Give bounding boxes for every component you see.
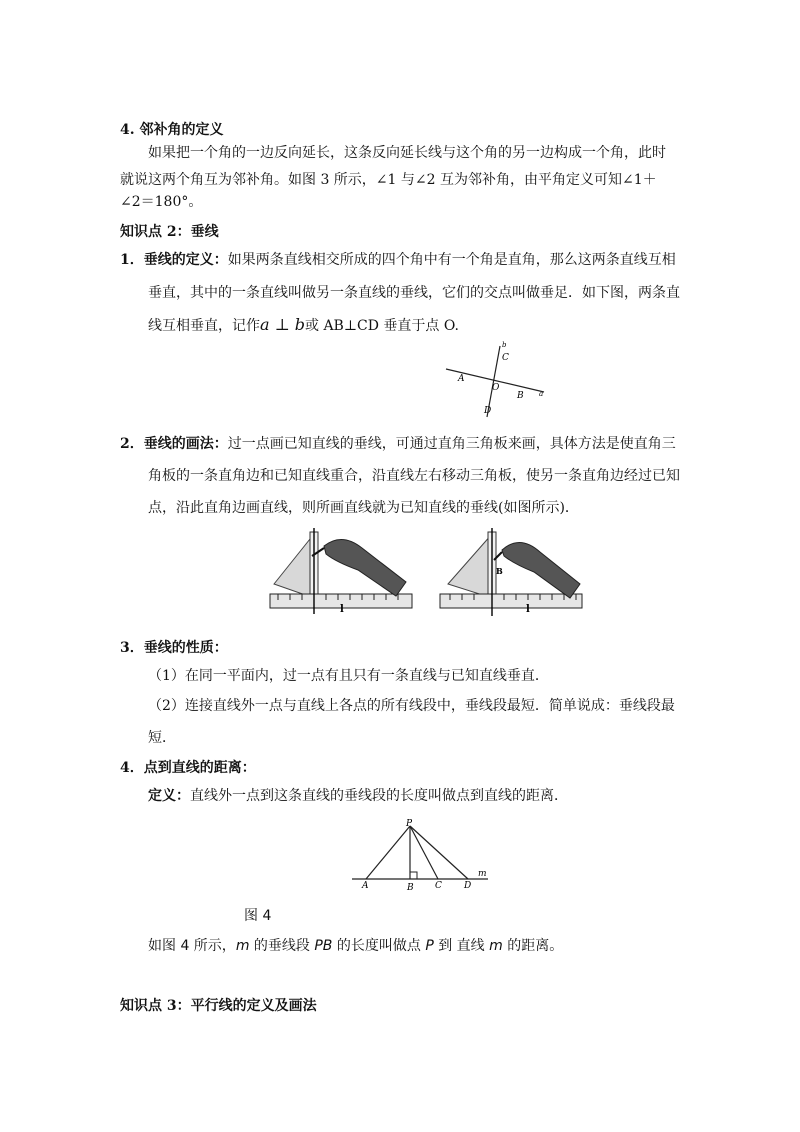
text-run: 线互相垂直，记作 — [148, 318, 260, 334]
item-label: 3．垂线的性质： — [120, 640, 228, 656]
text-run: 或 AB⊥CD 垂直于点 O. — [305, 318, 459, 334]
knowledge-point-heading: 知识点 2：垂线 — [120, 224, 219, 240]
photo-label-l: l — [340, 604, 344, 615]
perpendicular-lines-figure — [440, 338, 560, 418]
property-item-1: （1）在同一平面内，过一点有且只有一条直线与已知直线垂直． — [148, 668, 549, 684]
paragraph-line — [120, 250, 676, 270]
symbol-m: m — [235, 938, 250, 954]
photo-label-l: l — [526, 604, 530, 615]
label-d: D — [464, 881, 472, 891]
paragraph-line: 角板的一条直角边和已知直线重合，沿直线左右移动三角板，使另一条直角边经过已知 — [148, 468, 680, 484]
item-label: 1．垂线的定义： — [120, 252, 228, 268]
label-c: C — [435, 881, 442, 891]
right-angle-mark — [410, 872, 417, 879]
label-b: B — [407, 883, 414, 893]
text-run: 的垂线段 — [249, 938, 315, 954]
point-to-line-figure — [350, 818, 500, 894]
label-b-point: B — [517, 391, 524, 401]
item-label: 2．垂线的画法： — [120, 436, 228, 452]
text-run: 的长度叫做点 — [332, 938, 426, 954]
label-c: C — [502, 353, 509, 363]
figure-caption: 图 4 — [244, 908, 272, 924]
section-heading-adjacent-angles: 4. 邻补角的定义 — [120, 122, 224, 138]
label-p: P — [406, 819, 413, 829]
label-o: O — [492, 383, 500, 393]
label-a: A — [362, 881, 369, 891]
label-b: b — [502, 341, 507, 349]
triangle-ruler-photo-left — [266, 526, 416, 618]
paragraph-line: 点，沿此直角边画直线，则所画直线就为已知直线的垂线(如图所示)． — [148, 500, 579, 516]
triangle-ruler-photo-right — [436, 526, 586, 626]
figure-4-explanation — [148, 936, 563, 956]
definition-line — [148, 786, 568, 806]
text-run: 如图 4 所示， — [148, 938, 236, 954]
label-a: a — [539, 390, 544, 398]
symbol-pb: PB — [314, 938, 333, 954]
paragraph-line: 垂直，其中的一条直线叫做另一条直线的垂线，它们的交点叫做垂足．如下图，两条直 — [148, 285, 680, 301]
item-label: 4．点到直线的距离： — [120, 760, 256, 776]
symbol-p: P — [425, 938, 434, 954]
label-a-point: A — [458, 374, 465, 384]
text-run: 的距离。 — [502, 938, 564, 954]
item-text: 过一点画已知直线的垂线，可通过直角三角板来画，具体方法是使直角三 — [227, 436, 676, 452]
definition-text: 直线外一点到这条直线的垂线段的长度叫做点到直线的距离． — [190, 788, 568, 804]
paragraph-line: 如果把一个角的一边反向延长，这条反向延长线与这个角的另一边构成一个角，此时 — [148, 145, 666, 161]
paragraph-line: 就说这两个角互为邻补角。如图 3 所示，∠1 与∠2 互为邻补角，由平角定义可知∠1＋ — [120, 172, 657, 188]
paragraph-line — [120, 434, 676, 454]
definition-label: 定义： — [148, 788, 190, 804]
text-run: 到 直线 — [433, 938, 490, 954]
knowledge-point-heading: 知识点 3：平行线的定义及画法 — [120, 998, 317, 1014]
label-m: m — [478, 869, 487, 879]
label-d: D — [484, 406, 492, 416]
paragraph-line: ∠2＝180°。 — [120, 194, 203, 210]
formula: a ⊥ b — [260, 315, 305, 334]
property-item-2: （2）连接直线外一点与直线上各点的所有线段中，垂线段最短．简单说成：垂线段最 — [148, 698, 675, 714]
paragraph-line — [148, 315, 459, 336]
item-text: 如果两条直线相交所成的四个角中有一个角是直角，那么这两条直线互相 — [227, 252, 676, 268]
property-item-2-cont: 短． — [148, 730, 176, 746]
symbol-m: m — [489, 938, 503, 954]
photo-label-b: B — [496, 566, 503, 576]
